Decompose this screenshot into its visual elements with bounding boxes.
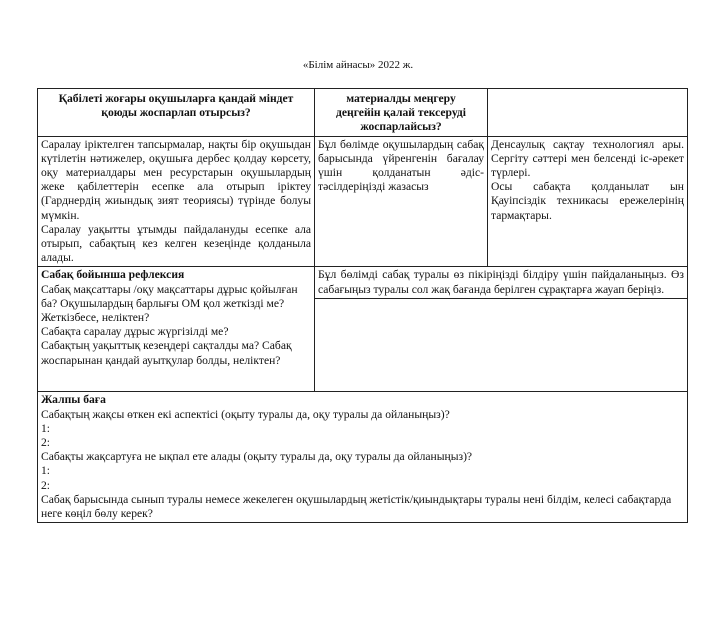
differentiation-row (38, 136, 688, 267)
lesson-plan-table (37, 88, 688, 523)
reflection-question-2: Сабақта саралау дұрыс жүргізілді ме? (41, 325, 229, 339)
table-header-row (38, 89, 688, 137)
general-question-2: Сабақты жақсартуға не ықпал ете алады (оқыту туралы да, оқу туралы да ойланыңыз)? (41, 450, 473, 464)
reflection-question-3: Сабақтың уақыттық кезеңдері сақталды ма? Сабақ жоспарынан қандай ауытқулар болды, неліктен? (41, 339, 292, 367)
general-question-3: Сабақ барысында сынып туралы немесе жекелеген оқушылардың жетістік/қиындықтары туралы нені білдім, келесі сабақтарда неге көңіл бөлу керек? (41, 492, 672, 521)
reflection-question-1: Сабақ мақсаттары /оқу мақсаттары дұрыс қойылған ба? Оқушылардың барлығы ОМ қол жеткізді ме? Жеткізбесе, неліктен? (41, 282, 298, 325)
general-q1-item-1: 1: (41, 421, 51, 435)
reflection-note-cell (315, 267, 688, 392)
general-q1-item-2: 2: (41, 436, 51, 450)
health-text: Денсаулық сақтау технологиял ары. Сергіту сәттері мен белсенді іс-әрекет түрлері. (491, 137, 684, 180)
page-header: «Білім айнасы» 2022 ж. (302, 59, 414, 71)
differentiation-time-text: Саралау уақытты ұтымды пайдалануды есепке ала отырып, сабақтың кез келген кезеңінде қолданыла алады. (41, 222, 311, 265)
col3-header (488, 89, 688, 137)
reflection-row (38, 267, 688, 392)
reflection-note: Бұл бөлімді сабақ туралы өз пікіріңізді білдіру үшін пайдаланыңыз. Өз сабағыңыз туралы сол жақ бағанда берілген сұрақтарға жауап беріңіз. (315, 267, 687, 298)
differentiation-cell (38, 136, 315, 267)
reflection-questions-cell (38, 267, 315, 392)
safety-text: Осы сабақта қолданылат ын Қауіпсіздік техникасы ережелерінің тармақтары. (491, 180, 684, 222)
general-q2-item-2: 2: (41, 478, 51, 492)
col2-header: материалды меңгеру деңгейін қалай тексеруді жоспарлайсыз? (315, 89, 488, 137)
general-question-1: Сабақтың жақсы өткен екі аспектісі (оқыту туралы да, оқу туралы да ойланыңыз)? (41, 407, 450, 421)
general-assessment-cell (38, 392, 688, 523)
assessment-cell: Бұл бөлімде оқушылардың сабақ барысында үйренгенін бағалау үшін қолданатын әдіс-тәсілдеріңізді жазасыз (315, 136, 488, 267)
col1-header: Қабілеті жоғары оқушыларға қандай міндет қоюды жоспарлап отырсыз? (38, 89, 315, 137)
reflection-title: Сабақ бойынша рефлексия (41, 268, 185, 282)
general-assessment-row (38, 392, 688, 523)
general-title: Жалпы баға (41, 393, 106, 407)
general-q2-item-1: 1: (41, 464, 51, 478)
differentiation-text: Саралау іріктелген тапсырмалар, нақты бір оқушыдан күтілетін нәтижелер, оқушыға дербес қолдау көрсету, оқу материалдары мен ресурстарын оқушылардың жеке қабілеттерін есепке ала отырып іріктеу (Гарднердің жиындық зият теориясы) түрінде болуы мүмкін. (41, 137, 311, 222)
health-safety-cell (488, 136, 688, 267)
